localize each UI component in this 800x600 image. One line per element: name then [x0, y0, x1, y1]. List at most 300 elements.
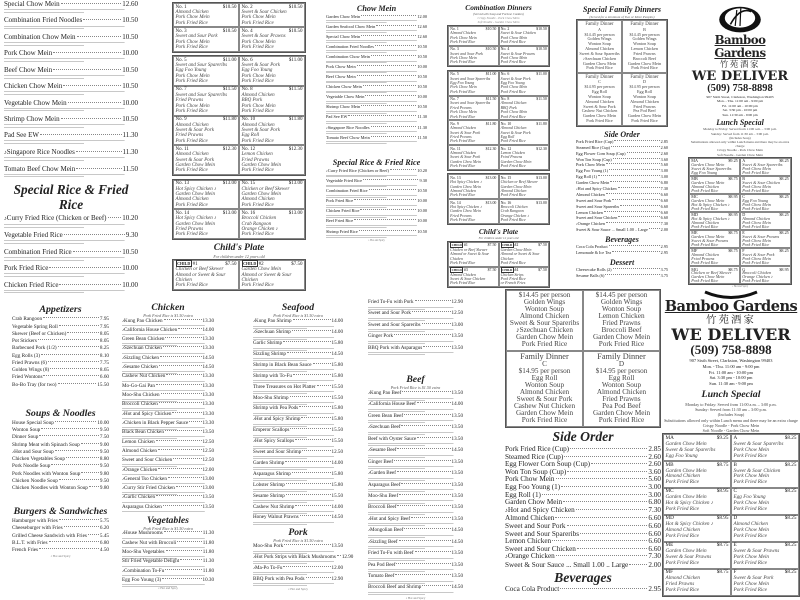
item-price: 10.20	[417, 168, 427, 174]
item-price: 5.60	[660, 162, 668, 168]
combo-number-text: No. 12	[500, 146, 512, 151]
dot-leader	[359, 230, 417, 231]
combo-price: $11.50	[536, 96, 547, 101]
item-name: Pork Fried Rice	[326, 198, 354, 204]
dot-leader	[165, 430, 202, 431]
dot-leader	[41, 354, 99, 355]
combo-line: Sweet and Sour Spareribs	[450, 101, 491, 106]
item-name: Egg Flower Corn Soup (Cup)	[505, 460, 591, 469]
menu-item	[4, 99, 138, 107]
combo-price: $8.25	[779, 194, 789, 200]
combo-line: Garden Chow Mein	[691, 274, 725, 280]
combo-number-text: No. 12	[241, 146, 256, 152]
item-name: Broccoli Beef and Shrimp	[368, 584, 422, 591]
menu-item-list	[122, 531, 214, 586]
dot-leader	[629, 564, 647, 565]
combo-price: $8.95	[728, 212, 738, 218]
item-description-lines	[326, 90, 427, 94]
hot-spicy-icon: ♪	[122, 419, 125, 425]
item-name: Orange Chicken	[577, 221, 605, 227]
combo-number-text: F	[733, 569, 737, 576]
item-description-lines	[368, 352, 463, 356]
dot-leader	[163, 346, 202, 347]
family-dinner-price: $14.95 per person	[518, 367, 571, 376]
item-price: 3.00	[648, 490, 661, 499]
chicken-vegetables	[122, 300, 214, 600]
combo-number-text: No. 7	[450, 96, 459, 101]
combo-line: Almond or Sweet & Sour Chicken	[500, 252, 540, 261]
combo-box	[689, 230, 740, 248]
combo-box	[239, 3, 305, 27]
combo-line: Fried Prawns	[175, 226, 204, 232]
dot-leader	[591, 463, 647, 464]
combo-price: $8.75	[728, 176, 738, 182]
top-chow-mein-continued	[4, 0, 138, 298]
combo-box	[731, 434, 799, 461]
item-price: 10.50	[417, 84, 427, 90]
combo-number-text: MC	[691, 194, 698, 200]
item-description-lines	[326, 184, 427, 188]
item-name: Moo-Shu Pork	[253, 543, 284, 550]
item-name: Curry Stir Fried Chicken	[124, 485, 175, 492]
item-price: 12.50	[331, 449, 343, 456]
footnote: ♪ Hot and Spicy	[288, 586, 308, 591]
combo-price: $8.25	[779, 248, 789, 254]
combo-line: Egg Roll	[241, 133, 260, 139]
combo-number-text: No. 3	[175, 28, 187, 34]
family-dinner-line: Pork Fried Rice	[586, 118, 613, 124]
menu-item	[12, 486, 109, 492]
combo-price: $13.00	[536, 175, 547, 180]
item-price: 10.50	[417, 188, 427, 194]
combo-number-text: No. 1	[175, 4, 187, 10]
item-description-lines	[368, 511, 463, 515]
combo-box	[448, 96, 499, 121]
combo-box	[499, 26, 550, 46]
dot-leader	[76, 151, 122, 152]
combo-line: BBQ Pork	[241, 98, 263, 104]
dot-leader	[286, 494, 331, 495]
combo-number-text: No. 9	[450, 121, 459, 126]
spacer	[326, 146, 427, 157]
combo-number-text: No. 2	[500, 26, 510, 31]
combo-number-text: No. 1	[450, 26, 459, 31]
item-description-lines	[253, 412, 343, 416]
logo-block	[688, 2, 792, 118]
combo-line: Pork Fried Rice	[500, 218, 526, 223]
hot-spicy-icon: ♪	[368, 538, 371, 544]
item-price: 6.20	[99, 525, 109, 532]
hot-spicy-icon: ♪	[368, 515, 371, 521]
item-name: Sesame Balls (6)	[576, 273, 605, 279]
combo-price: $7.50	[225, 261, 237, 267]
family-dinner-line: Wonton Soup	[588, 41, 611, 47]
item-name: Sweet and Sour Spareribs	[368, 321, 421, 328]
combo-number	[450, 72, 459, 76]
combo-line: Almond Chicken	[500, 101, 527, 106]
family-dinner-letter: B	[643, 26, 646, 32]
family-dinner-line: Egg Roll	[531, 374, 558, 383]
dot-leader	[401, 483, 450, 484]
menu-item	[12, 450, 109, 456]
item-price: 9.50	[99, 448, 109, 455]
menu-item	[4, 66, 138, 74]
combo-box	[740, 230, 791, 248]
combo-box	[499, 242, 550, 267]
combo-line: Pork Fried Rice	[500, 60, 526, 65]
combo-number-text: MB	[691, 176, 698, 182]
item-price: 6.60	[648, 529, 661, 538]
combo-line: Pork Fried Rice	[241, 232, 274, 238]
combo-line: Garden Chow Mein	[500, 247, 532, 252]
item-price: 10.50	[417, 74, 427, 80]
item-name: Pork Fried Rice (Cup)	[505, 444, 570, 453]
combo-number-text: #4	[514, 268, 519, 273]
combo-line: Fried Prawns	[450, 134, 472, 139]
family-dinner-line: Broccoli Beef	[632, 55, 657, 61]
hours-line: Sat. 3:30 pm - 10:00 pm	[722, 108, 758, 113]
combo-box	[740, 158, 791, 176]
item-description-lines	[368, 477, 463, 481]
item-name: Chicken Vegetables Soup	[12, 456, 65, 463]
item-description-lines	[4, 289, 138, 295]
item-price: 2.85	[648, 444, 661, 453]
item-name: Skewer (Beef or Chicken)	[12, 330, 67, 337]
item-name: Moo-Shu Chicken	[122, 392, 160, 399]
family-dinner-box	[583, 351, 660, 427]
spacer	[368, 357, 463, 371]
dot-leader	[300, 515, 331, 516]
menu-item	[505, 484, 661, 491]
dot-leader	[159, 365, 202, 366]
combo-price: $11.00	[536, 72, 547, 77]
menu-item	[12, 472, 109, 478]
item-name: Sweet and Sour Chicken	[505, 544, 576, 553]
combo-line: Sweet & Sour Pork	[500, 76, 531, 81]
item-price: 12.90	[331, 575, 343, 582]
combo-number-text: No. 2	[241, 4, 253, 10]
combo-line: Sweet & Sour Chicken	[742, 180, 781, 185]
family-dinner-line: Garden Chow Mein	[582, 60, 617, 66]
item-name: Sizzling Shrimp	[253, 351, 286, 358]
combo-line: Pork Fried Rice	[500, 139, 526, 144]
combo-price: $12.30	[288, 146, 303, 152]
item-description-lines	[122, 464, 214, 467]
combo-line: Pork Fried Rice	[241, 108, 274, 114]
dot-leader	[613, 158, 660, 159]
dot-leader	[552, 540, 647, 541]
menu-item-list	[122, 319, 214, 513]
family-dinner-price: $14.45 per person	[595, 291, 648, 300]
combo-box	[239, 86, 305, 116]
combo-line: Sweet & Sour Pork	[450, 130, 481, 135]
combo-price: $12.30	[536, 146, 547, 151]
combo-line: Lemon Chicken	[500, 150, 525, 155]
footnote: ♪ Hot and Spicy	[405, 595, 426, 600]
family-dinner-line: Garden Chow Mein	[582, 113, 617, 119]
combo-line: Egg Roll	[500, 134, 515, 139]
dot-leader	[77, 36, 122, 37]
item-name: Hot and Sour Soup	[14, 448, 54, 455]
family-dinner-title: Family Dinner	[597, 352, 646, 362]
menu-item	[12, 534, 109, 540]
phone-number[interactable]: (509) 758-8898	[707, 82, 773, 94]
item-price: 10.00	[417, 64, 427, 70]
lunch-special-group	[688, 157, 792, 285]
item-name: Honey Walnut Prawns	[253, 514, 299, 521]
item-name: Sweet and Sour Spareribs	[505, 529, 580, 538]
logo-block	[662, 292, 800, 387]
item-name: Egg Foo Young (3)	[122, 577, 162, 584]
item-price: 13.50	[451, 504, 463, 511]
item-description-lines	[326, 60, 427, 64]
dot-leader	[50, 368, 99, 369]
menu-item	[505, 446, 661, 453]
child-badge-icon: CHILD	[177, 260, 191, 266]
combo-price: $8.75	[716, 542, 729, 549]
item-name: Shrimp Chow Mein	[326, 104, 361, 110]
family-dinner-line: Almond Chicken	[519, 312, 570, 321]
dot-leader	[51, 464, 99, 465]
address: 907 Sixth Street, Clarkston, Washington 99403	[706, 94, 774, 99]
menu-item	[12, 421, 109, 427]
item-description-lines	[4, 8, 138, 14]
combo-line: Pork Fried Rice	[175, 138, 208, 144]
family-dinner-letter: C	[542, 360, 547, 369]
item-name: Egg Roll (1)	[505, 490, 541, 499]
combo-line: Hot & Spicy Chicken ♪	[665, 500, 714, 507]
dot-leader	[159, 402, 202, 403]
combo-line: Pork Fried Rice	[500, 40, 526, 45]
family-dinner-line: Garden Chow Mein	[515, 409, 574, 418]
dot-leader	[354, 199, 416, 200]
dot-leader	[286, 483, 331, 484]
combo-line: Orange Chicken ♪	[742, 274, 773, 280]
lunch-info-line: (Includes Soup)	[729, 135, 751, 140]
combo-box	[740, 266, 791, 284]
combo-box	[448, 267, 499, 288]
item-price: 15.80	[331, 372, 343, 379]
dot-leader	[620, 205, 660, 206]
combo-line: Garden Chow Mein	[500, 159, 532, 164]
dot-leader	[357, 65, 417, 66]
dot-leader	[164, 319, 202, 320]
item-name: Stir Fried Vegetable Delight	[122, 558, 180, 565]
combo-line: Pork Fried Rice	[500, 89, 526, 94]
family-dinner-line: Fried Prawns	[633, 50, 656, 56]
combo-line: Sweet & Sour Spareribs	[665, 446, 716, 453]
combo-line: Pork Chow Mein	[742, 238, 771, 243]
combo-line: Sweet & Sour Pork	[175, 157, 214, 163]
item-price: 13.50	[331, 543, 343, 550]
combo-line: Pork Fried Rice	[175, 283, 208, 289]
menu-item	[4, 165, 138, 173]
item-price: 7.95	[99, 316, 109, 323]
item-name: Pot Stickers	[12, 338, 37, 345]
item-description-lines	[253, 390, 343, 394]
dot-leader	[563, 501, 647, 502]
combo-line: Sweet & Sour Pork	[241, 63, 280, 69]
item-name: Almond Chicken	[505, 514, 555, 523]
item-price: 7.30	[660, 185, 668, 191]
item-price: 15.50	[97, 381, 109, 388]
combo-box	[731, 461, 799, 488]
item-name: Pork Chow Mein	[576, 162, 605, 168]
combo-line: Pork Fried Rice	[175, 232, 208, 238]
top-logo-lunch	[688, 2, 792, 290]
item-price: 6.60	[660, 197, 668, 203]
item-price: 2.95	[648, 585, 661, 594]
item-price: 14.00	[331, 329, 343, 336]
combo-line: Fried Prawns	[691, 256, 715, 262]
item-description-lines	[326, 214, 427, 218]
menu-item	[4, 231, 138, 239]
combo-box	[239, 180, 305, 210]
dot-leader	[290, 428, 330, 429]
item-name: Green Bean Beef	[368, 412, 404, 419]
dot-leader	[606, 193, 660, 194]
item-price: 13.50	[451, 470, 463, 477]
item-name: Garden Chow Mein	[505, 498, 563, 507]
menu-item	[576, 251, 668, 256]
item-price: 13.50	[451, 458, 463, 465]
item-name: Lemon Chicken	[576, 209, 603, 215]
combo-line: Pork Fried Rice	[241, 79, 274, 85]
top-chow-mein-section	[326, 2, 427, 292]
item-description-lines	[253, 379, 343, 383]
menu-item	[253, 554, 354, 561]
item-name: Vegetable Fried Rice	[326, 178, 363, 184]
item-price: 10.00	[122, 49, 138, 58]
item-name: Hot and Spicy Chicken	[507, 505, 575, 514]
combo-line: Almond Chicken	[500, 126, 527, 131]
combo-line: Pork Fried Rice	[450, 260, 476, 265]
combo-price: $11.50	[288, 87, 303, 93]
item-name: Shrimp with Pea Pods	[253, 405, 299, 412]
dot-leader	[83, 19, 121, 20]
item-price: 11.30	[417, 124, 427, 130]
combo-box	[173, 260, 239, 290]
item-name: Cheeseburger with Fries	[12, 525, 63, 532]
item-price: 12.90	[451, 299, 463, 305]
combo-number-text: No. 15	[500, 175, 512, 180]
spacer	[12, 493, 109, 503]
menu-item	[12, 443, 109, 449]
menu-item-list	[253, 319, 343, 524]
dot-leader	[41, 428, 99, 429]
dot-leader	[43, 317, 99, 318]
combo-line: Pork Chow Mein	[733, 446, 769, 453]
item-description-lines	[4, 223, 138, 229]
family-dinner-title: Family Dinner	[630, 22, 659, 28]
phone-number[interactable]: (509) 758-8898	[690, 342, 772, 358]
combo-line: Pork Chow Mein	[500, 35, 528, 40]
item-price: 3.00	[660, 168, 668, 174]
dot-leader	[317, 385, 331, 386]
dot-leader	[423, 346, 450, 347]
item-description-lines	[4, 24, 138, 30]
beef-note: Pork Fried Rice is $1.50 extra	[390, 385, 441, 391]
combo-line: Almond Chicken	[733, 521, 768, 528]
item-name: Shrimp in Black Bean Sauce	[253, 361, 312, 368]
item-price: 10.50	[417, 104, 427, 110]
dot-leader	[284, 544, 330, 545]
dot-leader	[156, 384, 202, 385]
family-dinner-price: $14.95 per person	[629, 84, 660, 90]
combo-box	[173, 86, 239, 116]
family-dinner-line: Almond Chicken	[519, 388, 570, 397]
item-name: Singapore Rice Noodles	[327, 124, 370, 130]
dot-leader	[567, 471, 647, 472]
family-dinner-title: Family Dinner	[585, 22, 614, 28]
item-name: Golden Wings (8)	[12, 367, 50, 374]
item-description-lines	[253, 582, 343, 586]
item-price: 9.50	[99, 477, 109, 484]
item-price: 15.80	[331, 405, 343, 412]
menu-item	[4, 0, 138, 8]
dot-leader	[58, 383, 97, 384]
childs-plate-title: Child's Plate	[213, 242, 265, 253]
family-dinner-line: Egg Roll	[608, 374, 635, 383]
item-price: 8.10	[99, 352, 109, 359]
menu-item-list	[368, 300, 463, 356]
item-price: 10.50	[122, 247, 138, 256]
combo-line: Hot Spicy Chicken ♪	[450, 205, 483, 210]
combo-price: $10.50	[288, 4, 303, 10]
dot-leader	[49, 267, 121, 268]
item-price: 13.50	[451, 412, 463, 419]
dot-leader	[618, 216, 659, 217]
hot-spicy-icon: ♪	[122, 485, 125, 491]
item-name: Egg Flower Corn Soup (Cup)	[576, 150, 626, 156]
item-price: 6.80	[660, 180, 668, 186]
combo-line: Pork Fried Rice	[241, 202, 274, 208]
side-order-title: Side Order	[552, 429, 614, 445]
combo-line: Garden Chow Mein	[175, 191, 216, 197]
hot-spicy-icon: ♪	[253, 438, 256, 444]
combo-line: Pork Fried Rice	[450, 114, 476, 119]
combo-line: Egg Foo Young	[742, 198, 769, 204]
hot-spicy-icon: ♪	[326, 125, 328, 130]
family-dinner-line: Pork Fried Rice	[631, 65, 658, 71]
combo-line: Almond Chicken	[175, 152, 209, 158]
lunch-info-line: (Includes Soup)	[717, 412, 745, 418]
combo-line: Sweet & Sour Pork	[241, 127, 280, 133]
item-price: 10.50	[417, 53, 427, 59]
item-description-lines	[326, 120, 427, 124]
combo-line: Hot Spicy Chicken ♪	[450, 180, 483, 185]
combo-box	[731, 569, 799, 596]
combo-price: $12.30	[485, 146, 497, 151]
dot-leader	[180, 559, 202, 560]
soups-noodles-title: Soups & Noodles	[25, 408, 96, 419]
combo-number-text: No. 10	[500, 121, 512, 126]
item-name: Vegetable Chow Mein	[4, 98, 67, 107]
dot-leader	[361, 15, 416, 16]
combo-line: Fried Prawns	[241, 157, 270, 163]
item-price: 12.50	[202, 447, 214, 454]
combo-line: Garden Chow Mein	[691, 161, 725, 167]
item-price: 13.50	[202, 494, 214, 501]
combo-number-text: No. 4	[241, 28, 253, 34]
dot-leader	[555, 517, 647, 518]
item-name: Three Treasures on Hot Platter	[253, 383, 316, 390]
menu-item-list	[505, 446, 661, 569]
combo-line: Pork Fried Rice	[742, 169, 770, 175]
item-description-lines	[326, 70, 427, 74]
item-description-lines	[4, 90, 138, 96]
combo-price: $8.25	[784, 515, 797, 522]
